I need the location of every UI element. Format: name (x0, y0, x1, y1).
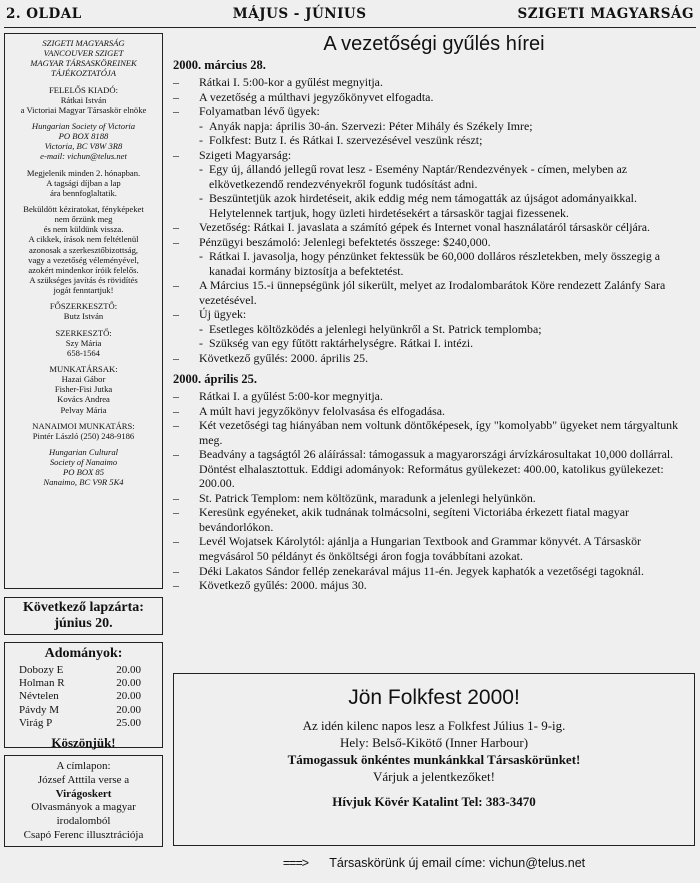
agenda-item (173, 148, 695, 163)
donation-row: Pávdy M 20.00 (19, 703, 141, 716)
agenda-item (173, 534, 695, 563)
agenda-item-text: Rátkai I. 5:00-kor a gyűlést megnyitja. (199, 75, 383, 89)
meeting-date: 2000. március 28. (173, 58, 266, 72)
imprint-org: SZIGETI MAGYARSÁG VANCOUVER SZIGET MAGYAR TÁRSASKÖREINEK TÁJÉKOZTATÓJA (30, 38, 137, 79)
deadline-label: Következő lapzárta: (23, 600, 144, 615)
agenda-subitem (199, 322, 695, 337)
dash-bullet: – (173, 220, 179, 235)
dash-bullet: - (199, 249, 203, 264)
dash-bullet: – (173, 307, 179, 322)
donation-row: Holman R 20.00 (19, 677, 141, 690)
donation-row: Névtelen 20.00 (19, 690, 141, 703)
agenda-item (173, 564, 695, 579)
dash-bullet: – (173, 104, 179, 119)
donation-row: Virág P 25.00 (19, 716, 141, 729)
agenda-item-text: Következő gyűlés: 2000. május 30. (199, 578, 367, 593)
agenda-item-text: Pénzügyi beszámoló: Jelenlegi befektetés összege: $240,000. (199, 234, 491, 249)
imprint-frequency: Megjelenik minden 2. hónapban. A tagsági díjban a lap ára bennfoglaltatik. (26, 167, 141, 198)
cover-poem-title: Virágoskert (55, 787, 112, 800)
footer-note (173, 856, 695, 870)
deadline-box (4, 597, 163, 635)
agenda-item-text: Levél Wojatsek Károlytól: ajánlja a Hungarian Textbook and Grammar könyvét. A Társaskör megvásárol 50 példányt és önköltségi áron fogja továbbítani azokat. (199, 534, 642, 563)
imprint-nanaimo: NANAIMOI MUNKATÁRS: Pintér László (250) 248-9186 (32, 420, 135, 441)
agenda-item (173, 75, 695, 90)
dash-bullet: - (199, 321, 203, 336)
agenda-subitem (199, 119, 695, 134)
dash-bullet: – (173, 534, 179, 549)
agenda-item (173, 578, 695, 593)
agenda-subitem-text: Esetleges költözködés a jelenlegi helyünkről a St. Patrick templomba; (209, 321, 542, 336)
imprint-nanaimo-address: Hungarian Cultural Society of Nanaimo PO BOX 85 Nanaimo, BC V9R 5K4 (43, 446, 124, 488)
meeting-items (173, 75, 695, 365)
agenda-item-text: Keresünk egyéneket, akik tudnának tolmácsolni, segíteni Victoriába érkezett fiatal magyar bevándorlókon. (199, 505, 629, 534)
agenda-item-text: Vezetőség: Rátkai I. javaslata a számító gépek és Internet vonal használatáról társaskör céljára. (199, 220, 650, 235)
dash-bullet: – (173, 389, 179, 404)
agenda-subitem (199, 133, 695, 148)
agenda-item-text: Új ügyek: (199, 307, 247, 322)
donations-title: Adományok: (44, 646, 123, 661)
agenda-item-text: Következő gyűlés: 2000. április 25. (199, 350, 369, 365)
agenda-subitems (173, 162, 695, 220)
agenda-item-text: A múlt havi jegyzőkönyv felolvasása és elfogadása. (199, 403, 445, 418)
header-divider (4, 27, 696, 28)
imprint-chief: FŐSZERKESZTŐ: Butz István (49, 301, 118, 322)
deadline-date: június 20. (54, 616, 113, 632)
dash-bullet: – (173, 505, 179, 520)
dash-bullet: – (173, 403, 179, 418)
agenda-item-text: A vezetőség a múlthavi jegyzőkönyvet elfogadta. (199, 89, 434, 104)
agenda-item (173, 491, 695, 506)
dash-bullet: – (173, 89, 179, 104)
folkfest-wait: Várjuk a jelentkezőket! (373, 768, 495, 784)
dash-bullet: – (173, 147, 179, 162)
agenda-item (173, 351, 695, 366)
footer-email: Társaskörünk új email címe: vichun@telus.net (329, 856, 586, 870)
dash-bullet: – (173, 418, 179, 433)
meeting-items (173, 389, 695, 592)
agenda-subitem (199, 249, 695, 278)
agenda-item-text: A Március 15.-i ünnepségünk jól sikerült, melyet az Irodalombarátok Köre rendezett Zalánfy Sara vezetésével. (199, 278, 666, 307)
meeting-date: 2000. április 25. (173, 372, 258, 387)
agenda-subitems (173, 322, 695, 351)
dash-bullet: – (173, 75, 179, 89)
agenda-subitems (173, 119, 695, 148)
agenda-item (173, 278, 695, 307)
agenda-item (173, 505, 695, 534)
folkfest-contact: Hívjuk Kövér Katalint Tel: 383-3470 (332, 793, 536, 809)
folkfest-location: Hely: Belső-Kikötő (Inner Harbour) (339, 734, 529, 750)
agenda-subitem-text: Anyák napja: április 30-án. Szervezi: Péter Mihály és Székely Imre; (209, 118, 533, 133)
donations-thanks: Köszönjük! (51, 734, 116, 750)
dash-bullet: - (199, 191, 203, 206)
imprint-publisher: FELELŐS KIADÓ: Rátkai István a Victoriai Magyar Társaskör elnöke (20, 84, 147, 115)
imprint-editor: SZERKESZTŐ: Szy Mária 658-1564 (55, 327, 112, 358)
agenda-subitem-text: Egy új, állandó jellegű rovat lesz - Esemény Naptár/Rendezvények - címen, melyben az elkövetkezendő rendezvényekről fogunk tudósítást adni. (209, 162, 627, 191)
agenda-item-text: Szigeti Magyarság: (199, 147, 292, 162)
imprint-box (4, 33, 163, 589)
agenda-item (173, 104, 695, 119)
cover-info-box: A címlapon: József Atttila verse a Virágoskert Olvasmányok a magyar irodalomból Csapó Ferenc illusztrációja (4, 755, 163, 847)
folkfest-box (173, 673, 695, 846)
agenda-subitem (199, 162, 695, 191)
agenda-subitems (173, 249, 695, 278)
agenda-item-text: Beadvány a tagságtól 26 aláírással: támogassuk a magyarországi árvízkárosultakat 10,000 dollárral. Döntést elhalasztottuk. Eddigi adományok: Református gyülekezet: 400.00, katolikus gyülekezet: 200.00. (199, 447, 674, 491)
agenda-item-text: Rátkai I. a gyűlést 5:00-kor megnyitja. (199, 389, 383, 404)
page-number: 2. OLDAL (6, 6, 82, 22)
dash-bullet: – (173, 578, 179, 593)
agenda-item (173, 90, 695, 105)
agenda-subitem-text: Rátkai I. javasolja, hogy pénzünket fektessük be 60,000 dolláros részletekben, mely összegig a kanadai kormány biztosítja a befektetést. (209, 249, 661, 278)
arrow-icon: ===> (282, 856, 309, 870)
agenda-subitem-text: Beszüntetjük azok hirdetéseit, akik eddig még nem támogatták az újságot adományaikkal. Helytelennek tartjuk, hogy üzleti hirdetésekért a társaskör tagjai fizessenek. (209, 191, 637, 220)
sidebar (4, 33, 163, 847)
page-header (0, 0, 700, 28)
paper-name: SZIGETI MAGYARSÁG (517, 6, 694, 22)
folkfest-dates: Az idén kilenc napos lesz a Folkfest Július 1- 9-ig. (302, 718, 566, 733)
agenda-item-text: St. Patrick Templom: nem költözünk, maradunk a jelenlegi helyünkön. (199, 490, 536, 505)
agenda-item-text: Két vezetőségi tag hiányában nem voltunk döntőképesek, így "komolyabb" ügyeket nem tárgyaltunk meg. (199, 418, 679, 447)
agenda-item (173, 307, 695, 322)
agenda-subitem-text: Szükség van egy fűtött raktárhelységre. Rátkai I. intézi. (209, 336, 474, 351)
article (173, 33, 695, 593)
dash-bullet: - (199, 336, 203, 351)
folkfest-support: Támogassuk önkéntes munkánkkal Társaskörünket! (287, 751, 581, 767)
agenda-item (173, 220, 695, 235)
agenda-item (173, 389, 695, 404)
dash-bullet: – (173, 234, 179, 249)
imprint-staff: MUNKATÁRSAK: Hazai Gábor Fisher-Fisi Jutka Kovács Andrea Pelvay Mária (49, 363, 118, 415)
agenda-item (173, 447, 695, 491)
dash-bullet: – (173, 490, 179, 505)
dash-bullet: – (173, 350, 179, 365)
article-title: A vezetőségi gyűlés hírei (323, 33, 545, 55)
agenda-item (173, 418, 695, 447)
dash-bullet: - (199, 133, 203, 148)
dash-bullet: – (173, 447, 179, 462)
dash-bullet: - (199, 118, 203, 133)
issue-date: MÁJUS - JÚNIUS (232, 6, 367, 22)
agenda-subitem-text: Folkfest: Butz I. és Rátkai I. szervezésével veszünk részt; (209, 133, 483, 148)
dash-bullet: – (173, 278, 179, 293)
imprint-policy: Beküldött kéziratokat, fényképeket nem őrzünk meg és nem küldünk vissza. A cikkek, írások nem feltétlenül azonosak a szerkesztőbizottság, vagy a vezetőség véleményével, azokért mindenkor íróik felelős. A szükséges javítás és rövidítés jogát fenntartjuk! (23, 203, 144, 296)
agenda-subitem (199, 336, 695, 351)
donation-row: Dobozy E 20.00 (19, 664, 141, 676)
imprint-address: Hungarian Society of Victoria PO BOX 8188 Victoria, BC V8W 3R8 e-mail: vichun@telus.net (31, 120, 136, 162)
agenda-item (173, 404, 695, 419)
folkfest-title: Jön Folkfest 2000! (348, 686, 520, 709)
agenda-item-text: Déki Lakatos Sándor fellép zenekarával május 11-én. Jegyek kaphatók a vezetőségi tagoknál. (199, 563, 644, 578)
dash-bullet: - (199, 162, 203, 177)
agenda-subitem (199, 191, 695, 220)
agenda-item-text: Folyamatban lévő ügyek: (199, 104, 320, 119)
dash-bullet: – (173, 563, 179, 578)
donations-box (4, 642, 163, 748)
agenda-item (173, 235, 695, 250)
